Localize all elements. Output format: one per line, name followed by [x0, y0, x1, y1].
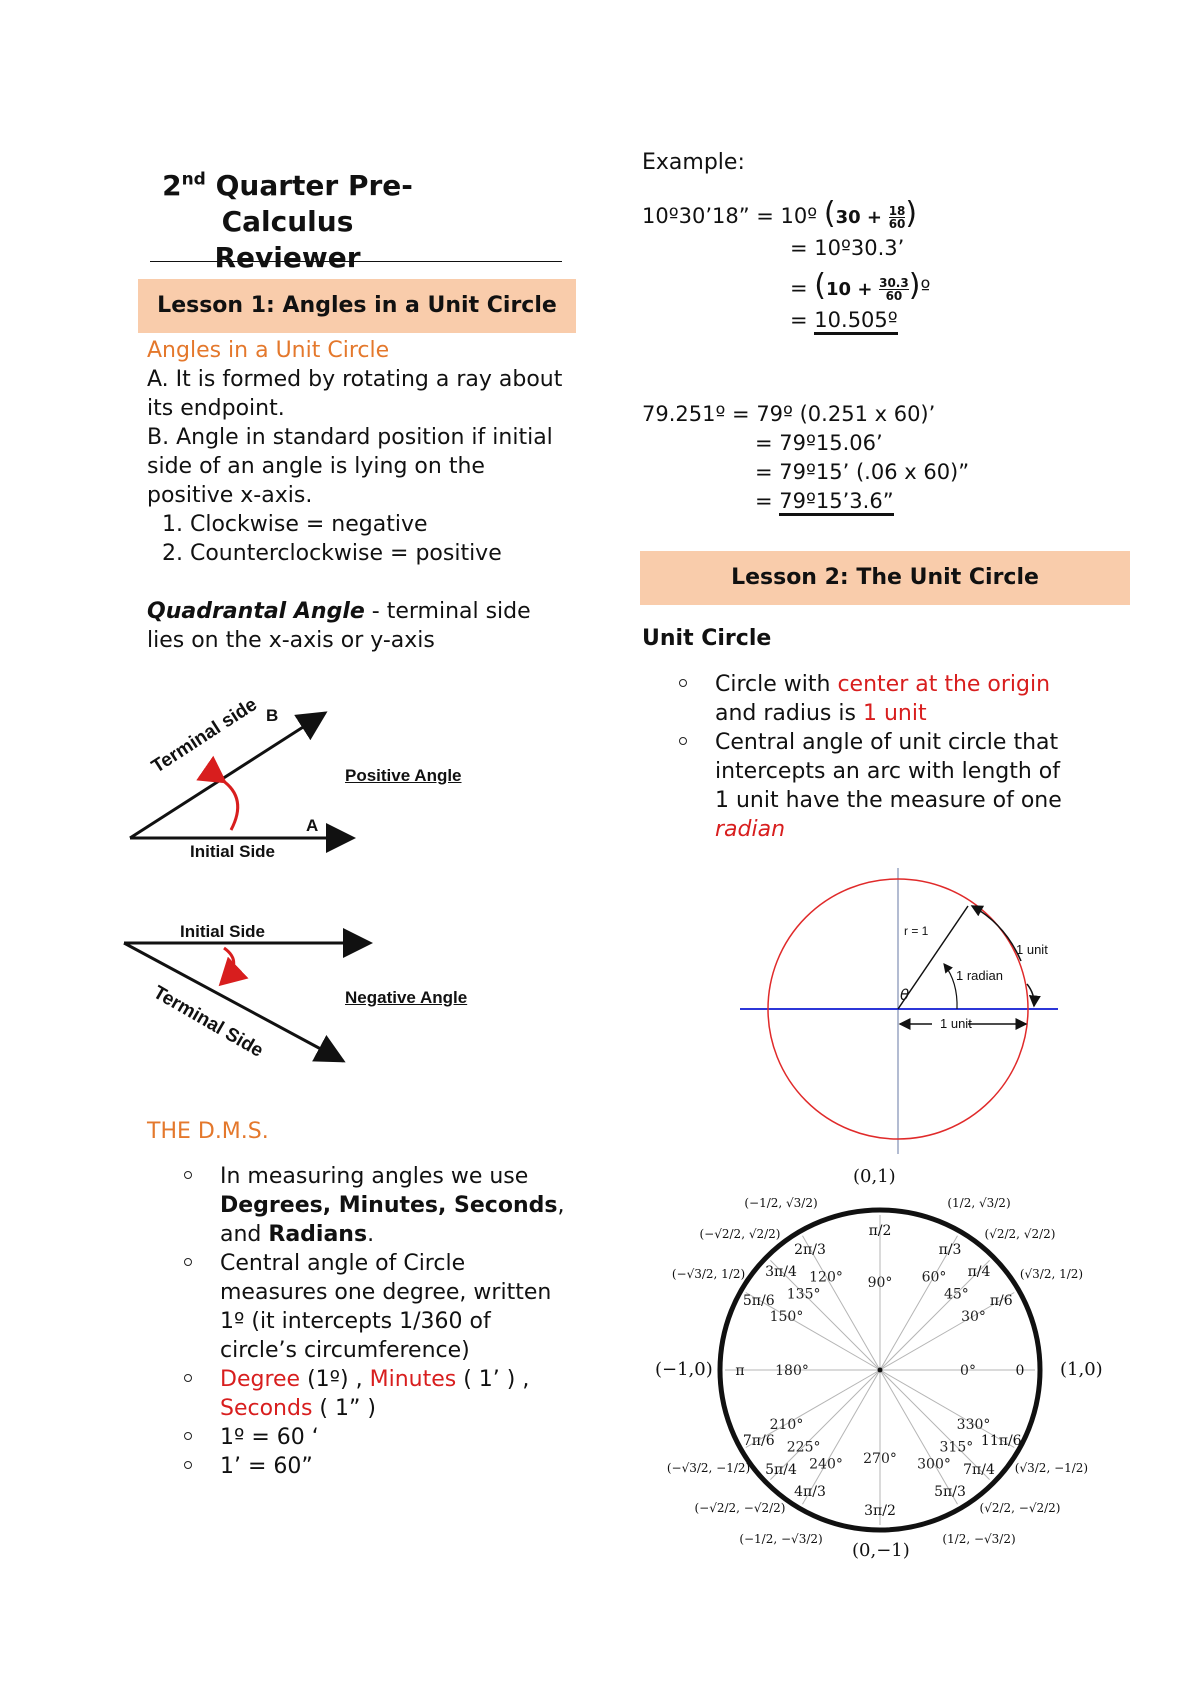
list-item: Circle with center at the origin and radius is 1 unit	[679, 670, 1079, 728]
point-a-label: A	[306, 816, 319, 835]
lesson-1-banner: Lesson 1: Angles in a Unit Circle	[138, 279, 576, 333]
example-2-line-1: 79.251º = 79º (0.251 x 60)’	[642, 402, 936, 426]
list-item: Central angle of Circle measures one degree, written 1º (it intercepts 1/360 of circle’s circumference)	[184, 1249, 574, 1365]
section-heading-angles: Angles in a Unit Circle	[147, 338, 390, 363]
radian-label: 2π/3	[794, 1241, 826, 1258]
positive-angle-caption: Positive Angle	[345, 766, 462, 785]
example-label: Example:	[642, 150, 745, 175]
coordinate-label: (√3/2, 1/2)	[1019, 1266, 1084, 1281]
dms-list	[184, 1162, 574, 1481]
definition-a: A. It is formed by rotating a ray about its endpoint.	[147, 367, 563, 421]
definition-b: B. Angle in standard position if initial side of an angle is lying on the positive x-axis.	[147, 425, 553, 508]
radian-label: 4π/3	[794, 1484, 826, 1501]
degree-label: 180°	[775, 1363, 809, 1379]
counterclockwise-arrow-icon	[222, 780, 238, 830]
direction-item: 2. Counterclockwise = positive	[162, 541, 502, 566]
example-1-line-3: = (10 + $\frac{30.3}{60}$ )º	[790, 268, 931, 303]
origin-point	[878, 1368, 883, 1373]
degree-label: 45°	[943, 1286, 969, 1303]
point-right: (1,0)	[1060, 1359, 1103, 1380]
clockwise-arrow-icon	[223, 948, 234, 982]
page-title: 2nd Quarter Pre-Calculus Reviewer	[162, 169, 413, 274]
unit-circle-list	[679, 670, 1079, 844]
list-item: Degree (1º) , Minutes ( 1’ ) , Seconds ( 1” )	[184, 1365, 574, 1423]
list-item: 1º = 60 ‘	[184, 1423, 574, 1452]
radian-label: 3π/4	[765, 1264, 797, 1281]
list-item: 1’ = 60”	[184, 1452, 574, 1481]
coordinate-label: (−√2/2, −√2/2)	[694, 1501, 786, 1516]
coordinate-label: (−1/2, −√3/2)	[739, 1532, 823, 1547]
example-2-line-3: = 79º15’ (.06 x 60)”	[755, 460, 970, 484]
degree-label: 300°	[917, 1456, 951, 1473]
radian-label: 0	[1015, 1363, 1025, 1379]
radian-label: π/6	[989, 1293, 1013, 1309]
radian-label: 7π/4	[963, 1461, 995, 1478]
coordinate-label: (√2/2, −√2/2)	[979, 1501, 1061, 1516]
degree-label: 135°	[786, 1286, 821, 1303]
radian-label: 11π/6	[980, 1433, 1022, 1449]
degree-label: 225°	[786, 1439, 821, 1456]
quadrantal-definition: Quadrantal Angle - terminal side lies on the x-axis or y-axis	[147, 599, 531, 653]
degree-label: 330°	[956, 1417, 991, 1433]
coordinate-label: (−√3/2, −1/2)	[666, 1461, 751, 1476]
radian-label: π/2	[868, 1223, 892, 1239]
point-bottom: (0,−1)	[852, 1540, 910, 1561]
radian-label: 5π/4	[765, 1461, 797, 1478]
initial-side-label: Initial Side	[180, 922, 266, 941]
terminal-side-label: Terminal Side	[149, 982, 267, 1062]
radian-label: 7π/6	[742, 1433, 775, 1449]
degree-label: 90°	[867, 1275, 893, 1291]
coordinate-label: (−√3/2, 1/2)	[671, 1266, 746, 1281]
theta-label: θ	[900, 986, 910, 1004]
lesson-2-banner: Lesson 2: The Unit Circle	[640, 551, 1130, 605]
degree-label: 315°	[939, 1439, 974, 1456]
degree-label: 30°	[961, 1309, 986, 1325]
radian-label: 5π/3	[934, 1484, 966, 1501]
degree-label: 0°	[960, 1363, 976, 1379]
example-1-line-2: = 10º30.3’	[790, 236, 905, 260]
list-item: In measuring angles we use Degrees, Minutes, Seconds, and Radians.	[184, 1162, 574, 1249]
radian-label: π/4	[967, 1264, 991, 1281]
example-1-result: = 10.505º	[790, 306, 898, 334]
list-item: Central angle of unit circle that intercepts an arc with length of 1 unit have the measure of one radian	[679, 728, 1079, 844]
degree-label: 150°	[769, 1309, 804, 1325]
arc-length-label: 1 unit	[1016, 942, 1048, 957]
radian-label: 3π/2	[864, 1503, 896, 1519]
coordinate-label: (1/2, √3/2)	[947, 1195, 1011, 1210]
coordinate-label: (1/2, −√3/2)	[942, 1532, 1016, 1547]
base-length-label: 1 unit	[940, 1016, 972, 1031]
unit-circle-heading: Unit Circle	[642, 626, 772, 651]
degree-label: 120°	[809, 1269, 843, 1286]
coordinate-label: (√3/2, −1/2)	[1014, 1461, 1089, 1476]
degree-label: 270°	[863, 1451, 897, 1467]
radian-label: 5π/6	[742, 1293, 775, 1309]
terminal-side-label: Terminal side	[148, 694, 261, 778]
example-1-line-1: 10º30’18” = 10º (30 + $\frac{18}{60}$ )	[642, 196, 918, 231]
coordinate-label: (−1/2, √3/2)	[744, 1195, 818, 1210]
point-top: (0,1)	[853, 1166, 896, 1187]
degree-label: 210°	[769, 1417, 804, 1433]
radian-label: 1 radian	[956, 968, 1003, 983]
lesson-1-body	[147, 336, 567, 655]
radian-label: π	[735, 1363, 745, 1379]
arc-arrow-upper-icon	[972, 906, 1021, 961]
radian-label: π/3	[938, 1241, 962, 1258]
degree-label: 240°	[809, 1456, 843, 1473]
radian-diagram	[740, 866, 1060, 1156]
example-2-result: = 79º15’3.6”	[755, 487, 894, 515]
point-left: (−1,0)	[655, 1359, 713, 1380]
direction-item: 1. Clockwise = negative	[162, 512, 428, 537]
initial-side-label: Initial Side	[190, 842, 276, 861]
title-divider	[150, 261, 562, 262]
point-b-label: B	[266, 706, 279, 725]
coordinate-label: (√2/2, √2/2)	[984, 1226, 1056, 1241]
dms-heading: THE D.M.S.	[147, 1119, 269, 1144]
degree-label: 60°	[921, 1269, 947, 1286]
coordinate-label: (−√2/2, √2/2)	[699, 1226, 781, 1241]
radius-label: r = 1	[904, 924, 929, 938]
example-2-line-2: = 79º15.06’	[755, 431, 883, 455]
negative-angle-caption: Negative Angle	[345, 988, 468, 1007]
